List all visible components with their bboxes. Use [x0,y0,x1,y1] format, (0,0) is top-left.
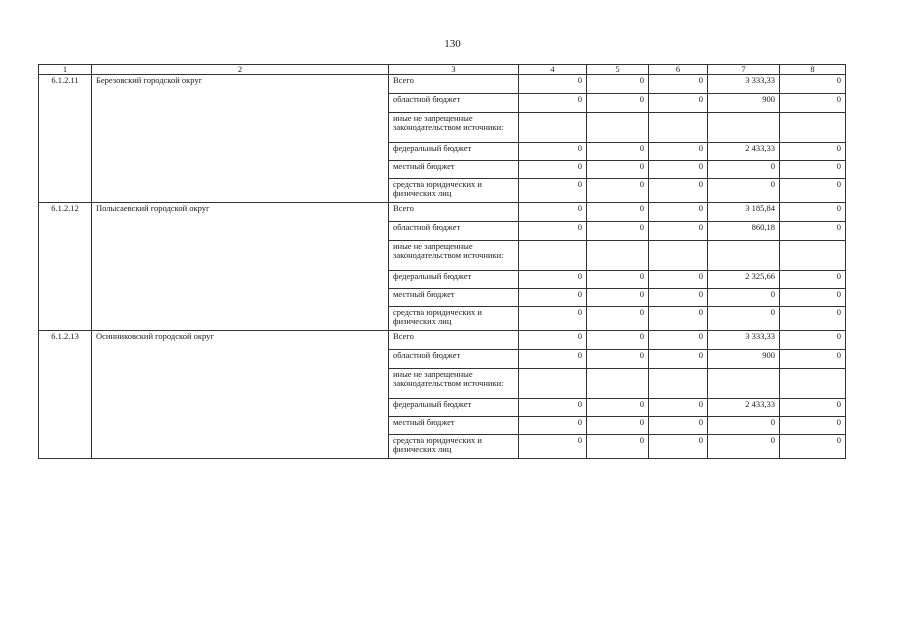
value-cell: 0 [519,75,587,94]
value-cell [708,241,780,271]
value-cell: 0 [519,307,587,331]
value-cell: 0 [649,203,708,222]
value-cell: 0 [649,417,708,435]
value-cell: 0 [780,271,846,289]
value-cell: 3 333,33 [708,75,780,94]
budget-table [38,64,846,459]
value-cell: 0 [587,399,649,417]
value-cell: 0 [708,417,780,435]
funding-source-label: средства юридических и физических лиц [389,307,519,331]
municipality-name: Березовский городской округ [92,75,389,203]
column-header: 1 [39,65,92,75]
value-cell: 900 [708,94,780,113]
value-cell: 0 [519,94,587,113]
value-cell: 0 [780,143,846,161]
value-cell [587,113,649,143]
funding-source-label: Всего [389,203,519,222]
column-header: 2 [92,65,389,75]
value-cell [519,241,587,271]
value-cell [708,113,780,143]
value-cell: 0 [587,203,649,222]
value-cell: 0 [649,331,708,350]
value-cell: 0 [649,143,708,161]
funding-source-label: местный бюджет [389,161,519,179]
funding-source-label: областной бюджет [389,222,519,241]
value-cell [587,241,649,271]
funding-source-label: областной бюджет [389,350,519,369]
funding-source-label: иные не запрещенные законодательством источники: [389,113,519,143]
value-cell: 3 185,84 [708,203,780,222]
value-cell: 0 [519,271,587,289]
value-cell: 0 [587,417,649,435]
value-cell [780,241,846,271]
value-cell: 0 [780,179,846,203]
value-cell [587,369,649,399]
funding-source-label: иные не запрещенные законодательством источники: [389,241,519,271]
value-cell [519,113,587,143]
value-cell: 0 [587,143,649,161]
value-cell: 0 [780,399,846,417]
value-cell: 0 [587,75,649,94]
value-cell: 0 [649,94,708,113]
page-number: 130 [444,38,461,50]
value-cell: 0 [519,417,587,435]
value-cell: 0 [587,435,649,459]
table-row [39,203,846,222]
column-header: 7 [708,65,780,75]
value-cell: 0 [519,289,587,307]
table-row [39,75,846,94]
column-header: 4 [519,65,587,75]
value-cell: 3 333,33 [708,331,780,350]
funding-source-label: областной бюджет [389,94,519,113]
value-cell: 0 [649,435,708,459]
value-cell: 0 [649,399,708,417]
value-cell: 0 [587,350,649,369]
value-cell: 2 325,66 [708,271,780,289]
value-cell: 2 433,33 [708,143,780,161]
value-cell [519,369,587,399]
value-cell: 0 [780,75,846,94]
value-cell: 0 [649,307,708,331]
value-cell: 0 [780,417,846,435]
value-cell: 0 [587,94,649,113]
value-cell: 0 [519,222,587,241]
value-cell: 0 [649,179,708,203]
municipality-name: Осинниковский городской округ [92,331,389,459]
value-cell [649,113,708,143]
value-cell: 0 [780,203,846,222]
value-cell: 0 [519,179,587,203]
value-cell: 0 [649,222,708,241]
column-header: 3 [389,65,519,75]
column-header: 8 [780,65,846,75]
column-header: 6 [649,65,708,75]
value-cell: 0 [587,289,649,307]
value-cell: 0 [649,161,708,179]
value-cell: 0 [780,161,846,179]
value-cell: 0 [649,350,708,369]
funding-source-label: местный бюджет [389,289,519,307]
value-cell: 860,18 [708,222,780,241]
value-cell: 0 [780,307,846,331]
item-code: 6.1.2.13 [39,331,92,459]
value-cell: 0 [649,75,708,94]
value-cell: 0 [519,399,587,417]
value-cell [708,369,780,399]
funding-source-label: федеральный бюджет [389,399,519,417]
value-cell: 0 [587,222,649,241]
value-cell: 0 [780,94,846,113]
value-cell: 0 [587,307,649,331]
value-cell: 0 [519,331,587,350]
value-cell: 0 [649,289,708,307]
value-cell: 0 [708,307,780,331]
funding-source-label: федеральный бюджет [389,143,519,161]
funding-source-label: Всего [389,331,519,350]
value-cell: 0 [519,350,587,369]
value-cell [780,369,846,399]
value-cell: 900 [708,350,780,369]
funding-source-label: местный бюджет [389,417,519,435]
value-cell: 0 [780,331,846,350]
value-cell: 0 [780,435,846,459]
value-cell: 2 433,33 [708,399,780,417]
value-cell: 0 [780,289,846,307]
funding-source-label: иные не запрещенные законодательством источники: [389,369,519,399]
value-cell: 0 [780,350,846,369]
value-cell: 0 [519,161,587,179]
value-cell: 0 [708,179,780,203]
value-cell: 0 [587,161,649,179]
value-cell: 0 [780,222,846,241]
value-cell: 0 [519,435,587,459]
value-cell: 0 [587,179,649,203]
value-cell: 0 [708,435,780,459]
funding-source-label: средства юридических и физических лиц [389,179,519,203]
value-cell: 0 [708,161,780,179]
value-cell [780,113,846,143]
table-row [39,331,846,350]
value-cell: 0 [519,143,587,161]
item-code: 6.1.2.11 [39,75,92,203]
value-cell: 0 [587,331,649,350]
value-cell: 0 [587,271,649,289]
value-cell: 0 [519,203,587,222]
value-cell [649,369,708,399]
funding-source-label: средства юридических и физических лиц [389,435,519,459]
funding-source-label: Всего [389,75,519,94]
municipality-name: Полысаевский городской округ [92,203,389,331]
column-header: 5 [587,65,649,75]
value-cell [649,241,708,271]
header-row [39,65,846,75]
item-code: 6.1.2.12 [39,203,92,331]
funding-source-label: федеральный бюджет [389,271,519,289]
value-cell: 0 [708,289,780,307]
value-cell: 0 [649,271,708,289]
